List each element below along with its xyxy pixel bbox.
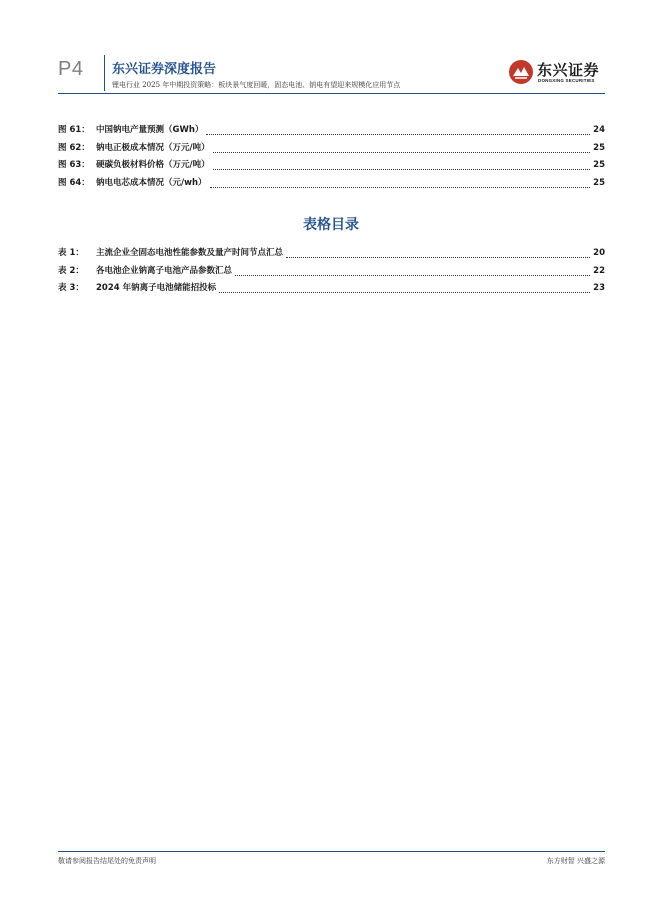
- toc-entry-page: 24: [593, 125, 605, 135]
- footer-disclaimer: 敬请参阅报告结尾处的免责声明: [58, 857, 156, 865]
- toc-entry-label: 表 1：: [58, 248, 84, 258]
- toc-entry-label: 表 2：: [58, 266, 84, 276]
- header-rule: [58, 93, 605, 94]
- toc-entry-figure-62[interactable]: [58, 141, 605, 155]
- toc-leader-dots: [210, 181, 590, 188]
- toc-leader-dots: [219, 286, 590, 293]
- logo-subtext: DONGXING SECURITIES: [538, 78, 595, 83]
- toc-entry-label: 图 63：: [58, 160, 90, 170]
- toc-entry-page: 22: [593, 266, 605, 276]
- toc-entry-label: 表 3：: [58, 283, 84, 293]
- toc-entry-title: 硬碳负极材料价格（万元/吨）: [96, 160, 210, 170]
- logo-text: 东兴证券: [537, 61, 600, 79]
- toc-entry-label: 图 61：: [58, 125, 90, 135]
- footer-slogan: 东方财智 兴盛之源: [546, 857, 605, 865]
- toc-leader-dots: [235, 269, 590, 276]
- toc-entry-table-3[interactable]: [58, 281, 605, 295]
- toc-leader-dots: [206, 128, 590, 135]
- toc-leader-dots: [213, 163, 590, 170]
- toc-entry-label: 图 64：: [58, 178, 90, 188]
- toc-entry-title: 中国钠电产量预测（GWh）: [96, 125, 204, 135]
- table-toc-heading: 表格目录: [303, 217, 359, 233]
- report-subtitle: 锂电行业 2025 年中期投资策略：板块景气度回暖，固态电池、钠电有望迎来规模化应用节点: [112, 81, 401, 89]
- toc-entry-figure-64[interactable]: [58, 176, 605, 190]
- toc-entry-table-2[interactable]: [58, 264, 605, 278]
- page-number: P4: [58, 58, 84, 80]
- header-divider: [104, 55, 105, 91]
- toc-entry-table-1[interactable]: [58, 246, 605, 260]
- footer-rule: [58, 851, 605, 852]
- toc-entry-page: 25: [593, 143, 605, 153]
- toc-entry-page: 25: [593, 178, 605, 188]
- toc-entry-title: 各电池企业钠离子电池产品参数汇总: [96, 266, 233, 276]
- toc-entry-page: 20: [593, 248, 605, 258]
- dongxing-logo-icon: [508, 59, 534, 85]
- toc-entry-title: 钠电正极成本情况（万元/吨）: [96, 143, 210, 153]
- toc-entry-title: 钠电电芯成本情况（元/wh）: [96, 178, 207, 188]
- toc-entry-label: 图 62：: [58, 143, 90, 153]
- toc-leader-dots: [213, 146, 590, 153]
- toc-entry-title: 主流企业全固态电池性能参数及量产时间节点汇总: [96, 248, 284, 258]
- toc-entry-figure-61[interactable]: [58, 123, 605, 137]
- toc-entry-page: 25: [593, 160, 605, 170]
- company-logo: [508, 58, 608, 88]
- toc-entry-figure-63[interactable]: [58, 158, 605, 172]
- report-title: 东兴证券深度报告: [112, 62, 217, 77]
- toc-entry-title: 2024 年钠离子电池储能招投标: [96, 283, 217, 293]
- toc-leader-dots: [286, 251, 590, 258]
- toc-entry-page: 23: [593, 283, 605, 293]
